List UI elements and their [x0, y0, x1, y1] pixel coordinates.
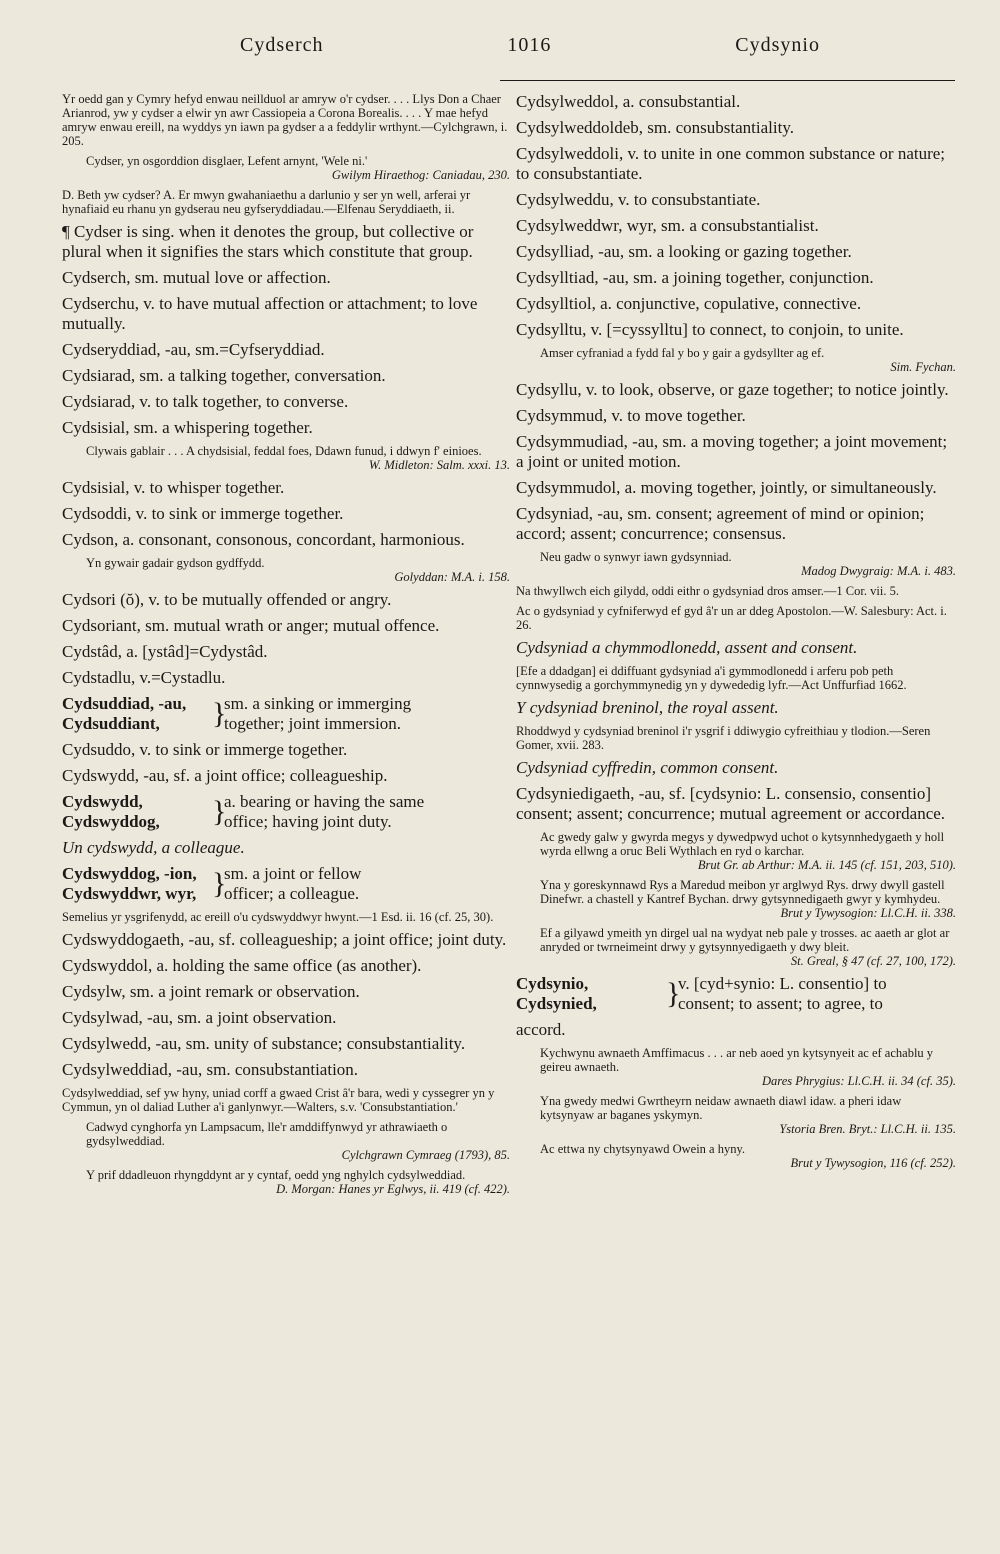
- dictionary-entry: Cydson, a. consonant, consonous, concordant, harmonious.: [62, 530, 465, 549]
- citation-source: Sim. Fychan.: [890, 360, 956, 374]
- quote-text: Ac ettwa ny chytsynyawd Owein a hyny.: [540, 1142, 746, 1156]
- citation: [62, 556, 510, 584]
- dictionary-entry: Cydsisial, v. to whisper together.: [62, 478, 285, 497]
- dictionary-entry: Cydseryddiad, -au, sm.=Cyfseryddiad.: [62, 340, 325, 359]
- quote-text: Yna y goreskynnawd Rys a Maredud meibon yr arglwyd Rys. drwy dwyll gastell Dinefwr. a chastell y Kantref Bychan. drwy gytsynnedigaeth gwyr y kymhydeu.: [540, 878, 945, 906]
- paired-headwords: Cydsynio, Cydsynied,: [516, 974, 597, 1013]
- dictionary-entry: Cydsylweddiad, -au, sm. consubstantiation.: [62, 1060, 359, 1079]
- dictionary-entry: Cydstâd, a. [ystâd]=Cydystâd.: [62, 642, 268, 661]
- citation: [516, 346, 956, 374]
- paired-entry: [516, 974, 956, 1014]
- dictionary-entry: Cydswydd, -au, sf. a joint office; colleagueship.: [62, 766, 388, 785]
- paired-definition: a. bearing or having the same office; having joint duty.: [224, 792, 425, 831]
- quote-text: Y prif ddadleuon rhyngddynt ar y cyntaf, oedd yng nghylch cydsylweddiad.: [86, 1168, 466, 1182]
- dictionary-entry: Cydsyniedigaeth, -au, sf. [cydsynio: L. consensio, consentio] consent; assent; concurrence; mutual agreement or accordance.: [516, 784, 946, 823]
- citation-source: Ystoria Bren. Bryt.: Ll.C.H. ii. 135.: [779, 1122, 956, 1136]
- citation: [62, 1168, 510, 1196]
- quote-text: Cydser, yn osgorddion disglaer, Lefent arnynt, 'Wele ni.': [86, 154, 368, 168]
- dictionary-entry: Cydsymmudiad, -au, sm. a moving together; a joint movement; a joint or united motion.: [516, 432, 948, 471]
- citation-source: Golyddan: M.A. i. 158.: [394, 570, 510, 584]
- citation: [516, 1142, 956, 1170]
- paired-entry: [62, 694, 510, 734]
- citation: [516, 878, 956, 920]
- header-rule: [500, 80, 955, 81]
- citation: [516, 550, 956, 578]
- citation: Yr oedd gan y Cymry hefyd enwau neillduol ar amryw o'r cydser. . . . Llys Don a Chaer Arianrod, yw y cydser a elwir yn awr Cassiopeia a Corona Borealis. . . . Y mae hefyd amryw enwau ereill, na wyddys yn iawn pa gydser a a feddylir wrthynt.—Cylchgrawn, i. 205.: [62, 92, 508, 148]
- brace-glyph: }: [212, 697, 227, 730]
- paired-definition: sm. a sinking or immerging together; joint immersion.: [224, 694, 412, 733]
- brace-glyph: }: [666, 977, 681, 1010]
- citation-source: D. Morgan: Hanes yr Eglwys, ii. 419 (cf. 422).: [276, 1182, 510, 1196]
- paired-headwords: Cydsuddiad, -au, Cydsuddiant,: [62, 694, 187, 733]
- citation: Na thwyllwch eich gilydd, oddi eithr o gydsyniad dros amser.—1 Cor. vii. 5.: [516, 584, 899, 598]
- dictionary-entry: Cydsylltu, v. [=cyssylltu] to connect, to conjoin, to unite.: [516, 320, 904, 339]
- dictionary-entry: Cydserch, sm. mutual love or affection.: [62, 268, 331, 287]
- dictionary-entry: Cydsylwedd, -au, sm. unity of substance; consubstantiality.: [62, 1034, 466, 1053]
- dictionary-entry: Cydserchu, v. to have mutual affection or attachment; to love mutually.: [62, 294, 478, 333]
- citation: Rhoddwyd y cydsyniad breninol i'r ysgrif i ddiwygio cyfreithiau y tlodion.—Seren Gomer, xvii. 283.: [516, 724, 931, 752]
- dictionary-entry: Cydswyddogaeth, -au, sf. colleagueship; a joint office; joint duty.: [62, 930, 507, 949]
- quote-text: Yna gwedy medwi Gwrtheyrn neidaw awnaeth diawl idaw. a pheri idaw kytsynyaw ar baganes yskymyn.: [540, 1094, 902, 1122]
- citation: Ac o gydsyniad y cyfniferwyd ef gyd â'r un ar ddeg Apostolon.—W. Salesbury: Act. i. 26.: [516, 604, 947, 632]
- citation: [62, 154, 510, 182]
- usage-note: ¶ Cydser is sing. when it denotes the group, but collective or plural when it signifies the stars which constitute that group.: [62, 222, 474, 261]
- dictionary-entry: Cydsisial, sm. a whispering together.: [62, 418, 313, 437]
- dictionary-entry: Un cydswydd, a colleague.: [62, 838, 245, 857]
- dictionary-entry: Cydsylliad, -au, sm. a looking or gazing together.: [516, 242, 852, 261]
- citation: Semelius yr ysgrifenydd, ac ereill o'u cydswyddwyr hwynt.—1 Esd. ii. 16 (cf. 25, 30).: [62, 910, 494, 924]
- dictionary-entry: Cydsylltiol, a. conjunctive, copulative, connective.: [516, 294, 862, 313]
- running-header: [60, 34, 960, 70]
- quote-text: Clywais gablair . . . A chydsisial, feddal foes, Ddawn funud, i ddwyn f' einioes.: [86, 444, 482, 458]
- citation: [62, 444, 510, 472]
- dictionary-entry: Cydsylweddwr, wyr, sm. a consubstantialist.: [516, 216, 819, 235]
- citation-source: Brut Gr. ab Arthur: M.A. ii. 145 (cf. 151, 203, 510).: [697, 858, 956, 872]
- quote-text: Ef a gilyawd ymeith yn dirgel ual na wydyat neb pale y trosses. ac aaeth ar glot ar anryded or twrneimeint drwy y gytsynnyedigaeth y dwy bleit.: [540, 926, 950, 954]
- dictionary-entry: Cydsyniad a chymmodlonedd, assent and consent.: [516, 638, 858, 657]
- citation-source: Cylchgrawn Cymraeg (1793), 85.: [341, 1148, 510, 1162]
- citation-source: Gwilym Hiraethog: Caniadau, 230.: [331, 168, 510, 182]
- dictionary-entry: Cydsylweddol, a. consubstantial.: [516, 92, 741, 111]
- paired-entry: [62, 864, 510, 904]
- dictionary-entry: Cydsylwad, -au, sm. a joint observation.: [62, 1008, 337, 1027]
- dictionary-entry: Cydsymmud, v. to move together.: [516, 406, 746, 425]
- paired-definition: v. [cyd+synio: L. consentio] to consent; to assent; to agree, to: [678, 974, 887, 1013]
- quote-text: Kychwynu awnaeth Amffimacus . . . ar neb aoed yn kytsynyeit ac ef achablu y geireu awnaeth.: [540, 1046, 934, 1074]
- dictionary-entry: Cydsymmudol, a. moving together, jointly, or simultaneously.: [516, 478, 937, 497]
- dictionary-entry: Cydsylw, sm. a joint remark or observation.: [62, 982, 360, 1001]
- dictionary-entry: Cydsylweddoli, v. to unite in one common substance or nature; to consubstantiate.: [516, 144, 946, 183]
- citation: Cydsylweddiad, sef yw hyny, uniad corff a gwaed Crist â'r bara, wedi y cyssegrer yn y Cymmun, yn ol daliad Luther a'i ganlynwyr.—Walters, s.v. 'Consubstantiation.': [62, 1086, 495, 1114]
- dictionary-entry: Cydsoddi, v. to sink or immerge together.: [62, 504, 344, 523]
- brace-glyph: }: [212, 867, 227, 900]
- citation: D. Beth yw cydser? A. Er mwyn gwahaniaethu a darlunio y ser yn well, arferai yr hynafiaid eu rhanu yn gydserau neu gyfseryddiadau.—Elfenau Seryddiaeth, ii.: [62, 188, 471, 216]
- left-column: [62, 92, 510, 1202]
- paired-entry: [62, 792, 510, 832]
- quote-text: Neu gadw o synwyr iawn gydsynniad.: [540, 550, 732, 564]
- paired-headwords: Cydswydd, Cydswyddog,: [62, 792, 160, 831]
- citation-source: St. Greal, § 47 (cf. 27, 100, 172).: [790, 954, 956, 968]
- dictionary-entry: Cydsyllu, v. to look, observe, or gaze together; to notice jointly.: [516, 380, 949, 399]
- right-column: [516, 92, 956, 1176]
- dictionary-entry: accord.: [516, 1020, 566, 1039]
- quote-text: Amser cyfraniad a fydd fal y bo y gair a gydsyllter ag ef.: [540, 346, 825, 360]
- dictionary-entry: Cydsiarad, sm. a talking together, conversation.: [62, 366, 386, 385]
- citation-source: Madog Dwygraig: M.A. i. 483.: [801, 564, 956, 578]
- dictionary-entry: Cydsylweddu, v. to consubstantiate.: [516, 190, 761, 209]
- citation: [516, 926, 956, 968]
- dictionary-entry: Cydsyniad cyffredin, common consent.: [516, 758, 779, 777]
- quote-text: Cadwyd cynghorfa yn Lampsacum, lle'r amddiffynwyd yr athrawiaeth o gydsylweddiad.: [86, 1120, 448, 1148]
- citation-source: Brut y Tywysogion: Ll.C.H. ii. 338.: [780, 906, 956, 920]
- dictionary-entry: Cydsiarad, v. to talk together, to converse.: [62, 392, 349, 411]
- citation-source: Brut y Tywysogion, 116 (cf. 252).: [790, 1156, 956, 1170]
- dictionary-entry: Cydswyddol, a. holding the same office (as another).: [62, 956, 422, 975]
- dictionary-entry: Y cydsyniad breninol, the royal assent.: [516, 698, 779, 717]
- paired-definition: sm. a joint or fellow officer; a colleague.: [224, 864, 362, 903]
- citation: [516, 1094, 956, 1136]
- dictionary-entry: Cydsylweddoldeb, sm. consubstantiality.: [516, 118, 794, 137]
- header-right-word: Cydsynio: [735, 34, 820, 56]
- paired-headwords: Cydswyddog, -ion, Cydswyddwr, wyr,: [62, 864, 197, 903]
- citation: [62, 1120, 510, 1162]
- header-left-word: Cydserch: [240, 34, 324, 56]
- citation: [516, 1046, 956, 1088]
- brace-glyph: }: [212, 795, 227, 828]
- citation-source: W. Midleton: Salm. xxxi. 13.: [368, 458, 510, 472]
- dictionary-entry: Cydsylltiad, -au, sm. a joining together, conjunction.: [516, 268, 874, 287]
- citation: [Efe a ddadgan] ei ddiffuant gydsyniad a'i gymmodlonedd i arferu pob peth cynnwysedig a gorchymmynedig yn y dywededig lyfr.—Act Unffurfiad 1662.: [516, 664, 907, 692]
- quote-text: Yn gywair gadair gydson gydffydd.: [86, 556, 265, 570]
- dictionary-entry: Cydsuddo, v. to sink or immerge together.: [62, 740, 348, 759]
- page-number: 1016: [507, 34, 552, 56]
- quote-text: Ac gwedy galw y gwyrda megys y dywedpwyd uchot o kytsynnhedygaeth y holl wyrda ellwng a oruc Beli Wythlach en ryd o karchar.: [540, 830, 945, 858]
- dictionary-entry: Cydstadlu, v.=Cystadlu.: [62, 668, 226, 687]
- dictionary-entry: Cydsoriant, sm. mutual wrath or anger; mutual offence.: [62, 616, 440, 635]
- citation: [516, 830, 956, 872]
- citation-source: Dares Phrygius: Ll.C.H. ii. 34 (cf. 35).: [762, 1074, 956, 1088]
- dictionary-entry: Cydsyniad, -au, sm. consent; agreement of mind or opinion; accord; assent; concurrence; consensus.: [516, 504, 925, 543]
- dictionary-entry: Cydsori (ŏ), v. to be mutually offended or angry.: [62, 590, 392, 609]
